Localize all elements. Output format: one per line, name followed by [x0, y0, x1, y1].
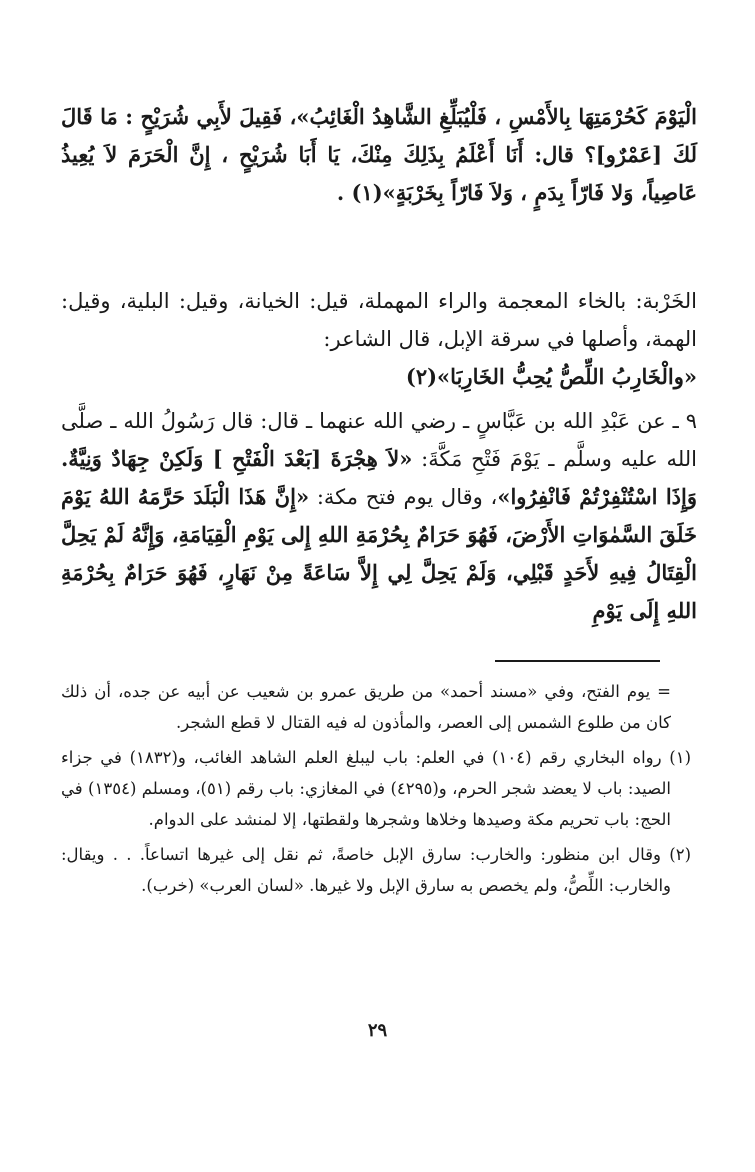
page-number: ٢٩ [367, 1020, 388, 1041]
hadith-9-mid: ، وقال يوم فتح مكة: [309, 485, 498, 509]
hadith-8-continuation [61, 98, 697, 212]
hadith-9 [61, 402, 697, 630]
footnote-continuation: = يوم الفتح، وفي «مسند أحمد» من طريق عمرو بن شعيب عن أبيه عن جده، أن ذلك كان من طلوع الشمس إلى العصر، والمأذون له فيه القتال لا قطع الشجر. [61, 682, 671, 732]
footnotes [61, 676, 691, 905]
gloss-text: الخَرْبة: بالخاء المعجمة والراء المهملة، قيل: الخيانة، وقيل: البلية، وقيل: الهمة، وأصلها في سرقة الإبل، قال الشاعر: [61, 289, 697, 351]
hadith-9-quote-2: «إِنَّ هَذَا الْبَلَدَ حَرَّمَهُ اللهُ يَوْمَ خَلَقَ السَّمٰوَاتِ الأَرْضَ، فَهُوَ حَرَامٌ بِحُرْمَةِ اللهِ إِلى يَوْمِ الْقِيَامَةِ، وَإِنَّهُ لَمْ يَحِلَّ الْقِتَالُ فِيهِ لأَحَدٍ قَبْلِي، وَلَمْ يَحِلَّ لِي إِلاَّ سَاعَةً مِنْ نَهَارٍ، فَهُوَ حَرَامٌ بِحُرْمَةِ اللهِ إِلَى يَوْمِ [61, 484, 697, 623]
hadith-9-intro: ٩ ـ عن عَبْدِ الله بن عَبَّاسٍ ـ رضي الله عنهما ـ قال: قال رَسُولُ الله ـ صلَّى الله عليه وسلَّم ـ يَوْمَ فَتْحِ مَكَّةَ: [61, 409, 698, 471]
hadith-8-text: الْيَوْمَ كَحُرْمَتِهَا بِالأَمْسِ ، فَلْيُبَلِّغِ الشَّاهِدُ الْغَائِبُ»، فَقِيلَ لأَبِي شُرَيْحٍ : مَا قَالَ لَكَ [عَمْرٌو]؟ قال: أَنَا أَعْلَمُ بِذَلِكَ مِنْكَ، يَا أَبَا شُرَيْحٍ ، إِنَّ الْحَرَمَ لاَ يُعِيذُ عَاصِياً، وَلا فَارّاً بِدَمٍ ، وَلاَ فَارّاً بِخَرْبَةٍ»(١) . [61, 104, 697, 205]
poetry-verse: «والْخَارِبُ اللِّصُّ يُحِبُّ الخَارِبَا»(٢) [405, 364, 697, 389]
footnote-1: (١) رواه البخاري رقم (١٠٤) في العلم: باب ليبلغ العلم الشاهد الغائب، و(١٨٣٢) في جزاء الصيد: باب لا يعضد شجر الحرم، و(٤٢٩٥) في المغازي: باب رقم (٥١)، ومسلم (١٣٥٤) في الحج: باب تحريم مكة وصيدها وخلاها وشجرها ولقطتها، إلا لمنشد على الدوام. [61, 748, 691, 829]
word-gloss [61, 282, 697, 396]
hadith-9-quote-1: «لاَ هِجْرَةَ [بَعْدَ الْفَتْحِ ] وَلَكِنْ جِهَادٌ وَنِيَّةٌ. وَإِذَا اسْتُنْفِرْتُمْ فَانْفِرُوا» [61, 446, 697, 509]
hadith-9-paragraph [61, 402, 697, 630]
footnote-2: (٢) وقال ابن منظور: والخارب: سارق الإبل خاصةً، ثم نقل إلى غيرها اتساعاً. . . ويقال: والخارب: اللِّصُّ، ولم يخصص به سارق الإبل ولا غيرها. «لسان العرب» (خرب). [61, 845, 691, 895]
footnote-divider [495, 660, 660, 662]
